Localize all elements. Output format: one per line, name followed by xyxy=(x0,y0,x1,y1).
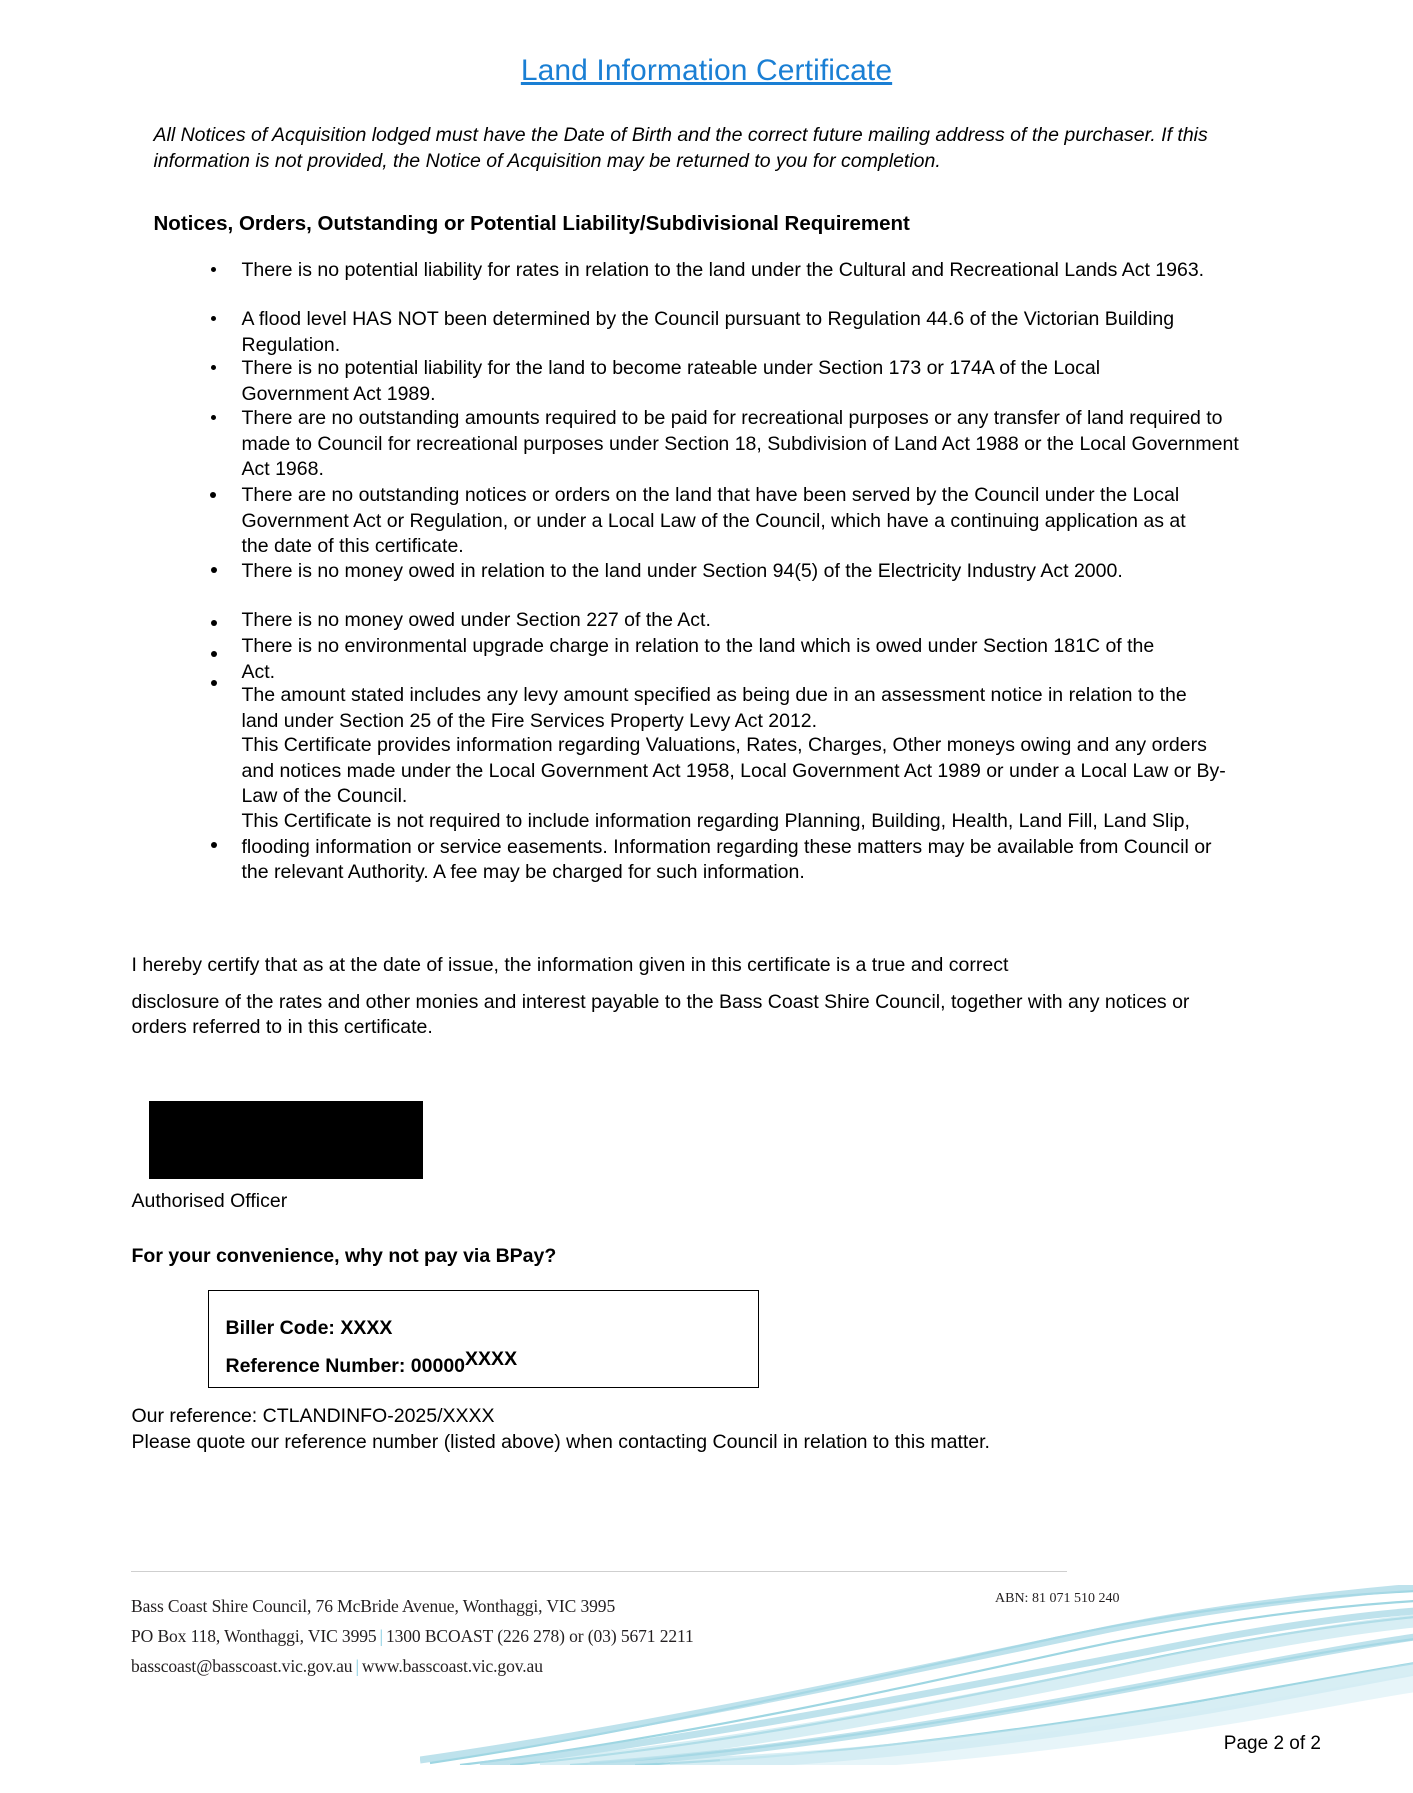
bullet-dot-icon xyxy=(211,651,217,657)
list-item-text: There is no potential liability for the land to become rateable under Section 173 or 174A of the Local Government Act 1989. xyxy=(241,357,1101,405)
bullet-dot-icon xyxy=(211,267,216,272)
bullet-dot-icon xyxy=(211,567,217,573)
list-item-text: The amount stated includes any levy amount specified as being due in an assessment notice in relation to the land under Section 25 of the Fire Services Property Levy Act 2012. xyxy=(241,684,1187,732)
bpay-reference-number-base: Reference Number: 00000 xyxy=(225,1354,466,1377)
reference-lines xyxy=(132,1403,1282,1455)
list-item-text: There is no money owed under Section 227 of the Act. xyxy=(241,609,711,631)
footer-contact-block xyxy=(131,1591,1141,1681)
list-item-text: There are no outstanding amounts required to be paid for recreational purposes or any transfer of land required to made to Council for recreational purposes under Section 18, Subdivision of Land Act 1988 or the Local Government Act 1968. xyxy=(241,407,1239,480)
certification-line-2: disclosure of the rates and other monies and interest payable to the Bass Coast Shire Council, together with any notices or orders referred to in this certificate. xyxy=(131,990,1190,1038)
bpay-heading: For your convenience, why not pay via BPay? xyxy=(131,1244,557,1267)
footer-website[interactable]: www.basscoast.vic.gov.au xyxy=(361,1656,543,1676)
bpay-reference-number xyxy=(226,1344,758,1382)
bullet-dot-icon xyxy=(211,365,216,370)
footer-web-line xyxy=(131,1651,1141,1681)
footer-abn: ABN: 81 071 510 240 xyxy=(995,1591,1120,1606)
footer-separator-icon: | xyxy=(379,1626,383,1646)
footer-email[interactable]: basscoast@basscoast.vic.gov.au xyxy=(131,1656,353,1676)
list-item-text: There is no environmental upgrade charge in relation to the land which is owed under Section 181C of the Act. xyxy=(241,635,1155,683)
signature-redaction-box xyxy=(149,1101,423,1179)
bullet-dot-icon xyxy=(211,415,216,420)
footer-divider xyxy=(131,1571,1067,1572)
list-item-text: A flood level HAS NOT been determined by the Council pursuant to Regulation 44.6 of the Victorian Building Regulation. xyxy=(241,308,1175,356)
footer-address-line: Bass Coast Shire Council, 76 McBride Avenue, Wonthaggi, VIC 3995 xyxy=(131,1596,616,1616)
section-heading: Notices, Orders, Outstanding or Potential Liability/Subdivisional Requirement xyxy=(153,212,910,235)
bullet-dot-icon xyxy=(211,316,216,321)
bullet-dot-icon xyxy=(210,492,216,498)
bpay-biller-code: Biller Code: XXXX xyxy=(225,1316,393,1339)
quote-reference-note: Please quote our reference number (listed above) when contacting Council in relation to this matter. xyxy=(131,1430,990,1453)
list-item-text: There are no outstanding notices or orders on the land that have been served by the Council under the Local Government Act or Regulation, or under a Local Law of the Council, which have a continuing application as at the date of this certificate. xyxy=(241,484,1186,557)
signature-block xyxy=(132,1101,1282,1213)
footer-separator-icon: | xyxy=(355,1656,359,1676)
certification-paragraph xyxy=(132,953,1222,1041)
document-body xyxy=(132,122,1282,1455)
footer-phone: 1300 BCOAST (226 278) or (03) 5671 2211 xyxy=(385,1626,694,1646)
list-item-text: There is no potential liability for rates in relation to the land under the Cultural and Recreational Lands Act 1963. xyxy=(241,259,1205,281)
bullet-dot-icon xyxy=(211,680,217,686)
page-number: Page 2 of 2 xyxy=(1223,1733,1321,1754)
certification-line-1: I hereby certify that as at the date of issue, the information given in this certificate is a true and correct xyxy=(131,954,1009,976)
list-item-text: This Certificate is not required to include information regarding Planning, Building, Health, Land Fill, Land Slip, flooding information or service easements. Information regarding these matters may be available from Council or the relevant Authority. A fee may be charged for such information. xyxy=(241,810,1212,883)
bpay-details-box xyxy=(208,1290,759,1388)
intro-note: All Notices of Acquisition lodged must have the Date of Birth and the correct future mailing address of the purchaser. If this information is not provided, the Notice of Acquisition may be returned to you for completion. xyxy=(153,124,1208,172)
page-title: Land Information Certificate xyxy=(520,54,893,87)
list-item-text: There is no money owed in relation to the land under Section 94(5) of the Electricity Industry Act 2000. xyxy=(241,560,1123,582)
our-reference-line: Our reference: CTLANDINFO-2025/XXXX xyxy=(131,1404,495,1427)
footer-po-box: PO Box 118, Wonthaggi, VIC 3995 xyxy=(131,1626,377,1646)
bullet-dot-icon xyxy=(211,842,217,848)
signature-caption: Authorised Officer xyxy=(131,1189,288,1212)
bpay-reference-number-suffix: XXXX xyxy=(465,1347,518,1370)
notices-bullet-list xyxy=(154,258,1244,898)
list-item-text: This Certificate provides information regarding Valuations, Rates, Charges, Other moneys owing and any orders and notices made under the Local Government Act 1958, Local Government Act 1989 or under a Local Law or By-Law of the Council. xyxy=(241,734,1226,807)
footer-postal-line xyxy=(131,1621,1141,1651)
bullet-dot-icon xyxy=(211,620,217,626)
